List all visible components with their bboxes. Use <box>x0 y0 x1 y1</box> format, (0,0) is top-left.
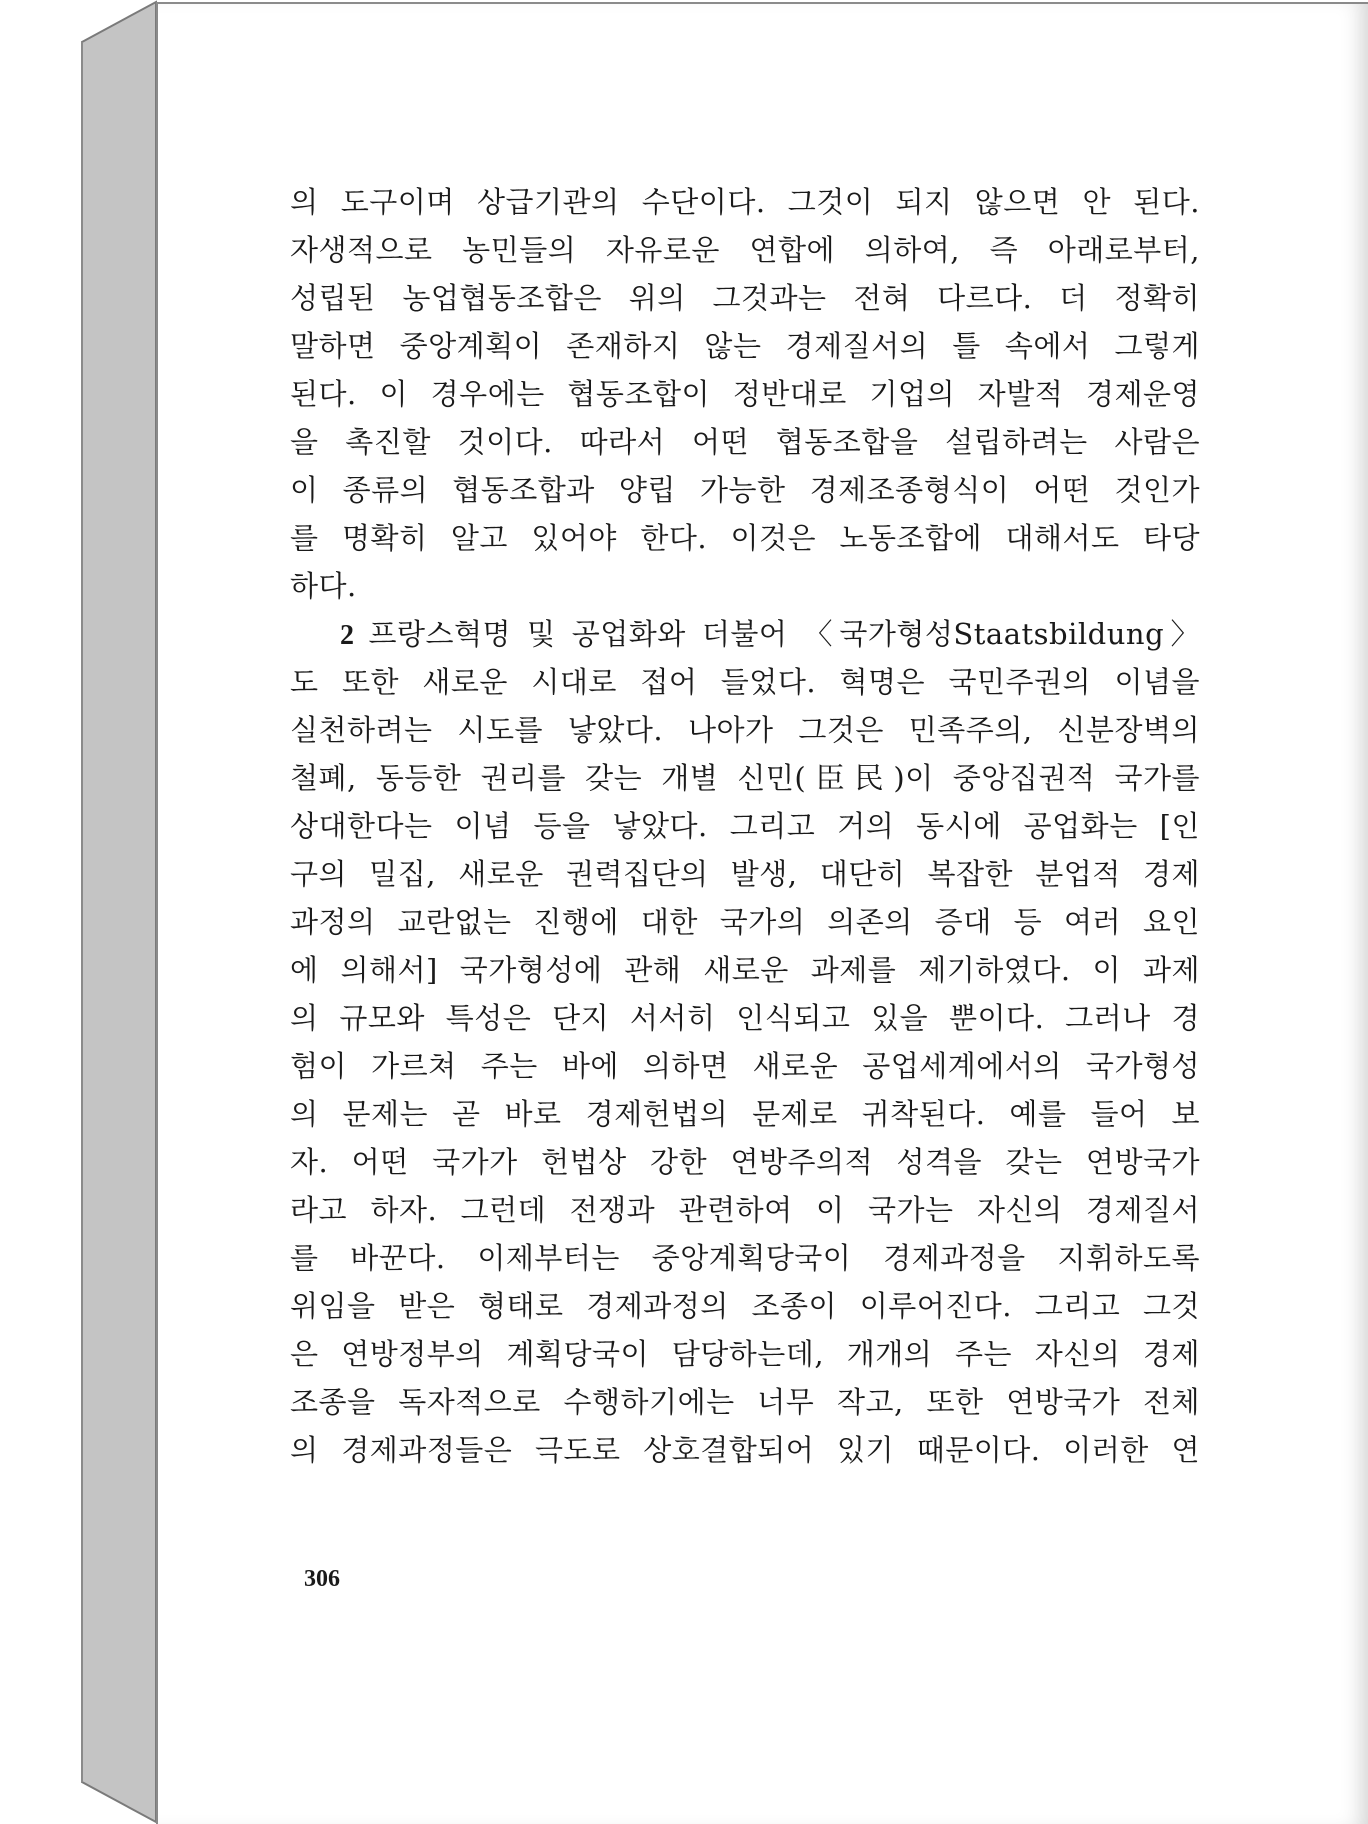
text-line: 실천하려는 시도를 낳았다. 나아가 그것은 민족주의, 신분장벽의 <box>290 713 1200 747</box>
book-page <box>156 2 1368 1824</box>
text-line: 성립된 농업협동조합은 위의 그것과는 전혀 다르다. 더 정확히 <box>290 281 1200 315</box>
text-line: 에 의해서] 국가형성에 관해 새로운 과제를 제기하였다. 이 과제 <box>290 953 1200 987</box>
text-line: 구의 밀집, 새로운 권력집단의 발생, 대단히 복잡한 분업적 경제 <box>290 857 1200 891</box>
text-line: 를 바꾼다. 이제부터는 중앙계획당국이 경제과정을 지휘하도록 <box>290 1241 1200 1275</box>
text-line: 상대한다는 이념 등을 낳았다. 그리고 거의 동시에 공업화는 [인 <box>290 809 1200 843</box>
text-line: 의 경제과정들은 극도로 상호결합되어 있기 때문이다. 이러한 연 <box>290 1433 1200 1467</box>
text-line: 된다. 이 경우에는 협동조합이 정반대로 기업의 자발적 경제운영 <box>290 377 1200 411</box>
section-heading-line <box>290 610 1200 658</box>
text-line: 도 또한 새로운 시대로 접어 들었다. 혁명은 국민주권의 이념을 <box>290 665 1200 699</box>
page-number: 306 <box>304 1566 340 1592</box>
text-line: 말하면 중앙계획이 존재하지 않는 경제질서의 틀 속에서 그렇게 <box>290 329 1200 363</box>
text-line: 철폐, 동등한 권리를 갖는 개별 신민(臣民)이 중앙집권적 국가를 <box>290 761 1200 795</box>
text-line: 의 도구이며 상급기관의 수단이다. 그것이 되지 않으면 안 된다. <box>290 185 1200 219</box>
text-line: 를 명확히 알고 있어야 한다. 이것은 노동조합에 대해서도 타당 <box>290 521 1200 555</box>
text-line: 의 규모와 특성은 단지 서서히 인식되고 있을 뿐이다. 그러나 경 <box>290 1001 1200 1035</box>
text-line: 험이 가르쳐 주는 바에 의하면 새로운 공업세계에서의 국가형성 <box>290 1049 1200 1083</box>
text-line: 을 촉진할 것이다. 따라서 어떤 협동조합을 설립하려는 사람은 <box>290 425 1200 459</box>
section-first-line-text: 프랑스혁명 및 공업화와 더불어 〈국가형성Staatsbildung〉 <box>368 617 1200 651</box>
text-line: 라고 하자. 그런데 전쟁과 관련하여 이 국가는 자신의 경제질서 <box>290 1193 1200 1227</box>
text-line: 위임을 받은 형태로 경제과정의 조종이 이루어진다. 그리고 그것 <box>290 1289 1200 1323</box>
text-line: 하다. <box>290 569 357 603</box>
text-line: 이 종류의 협동조합과 양립 가능한 경제조종형식이 어떤 것인가 <box>290 473 1200 507</box>
text-line: 은 연방정부의 계획당국이 담당하는데, 개개의 주는 자신의 경제 <box>290 1337 1200 1371</box>
text-line: 조종을 독자적으로 수행하기에는 너무 작고, 또한 연방국가 전체 <box>290 1385 1200 1419</box>
text-line: 자생적으로 농민들의 자유로운 연합에 의하여, 즉 아래로부터, <box>290 233 1200 267</box>
text-line: 의 문제는 곧 바로 경제헌법의 문제로 귀착된다. 예를 들어 보 <box>290 1097 1200 1131</box>
section-number: 2 <box>340 620 355 651</box>
text-line: 과정의 교란없는 진행에 대한 국가의 의존의 증대 등 여러 요인 <box>290 905 1200 939</box>
text-line: 자. 어떤 국가가 헌법상 강한 연방주의적 성격을 갖는 연방국가 <box>290 1145 1200 1179</box>
body-text <box>290 178 1200 1474</box>
